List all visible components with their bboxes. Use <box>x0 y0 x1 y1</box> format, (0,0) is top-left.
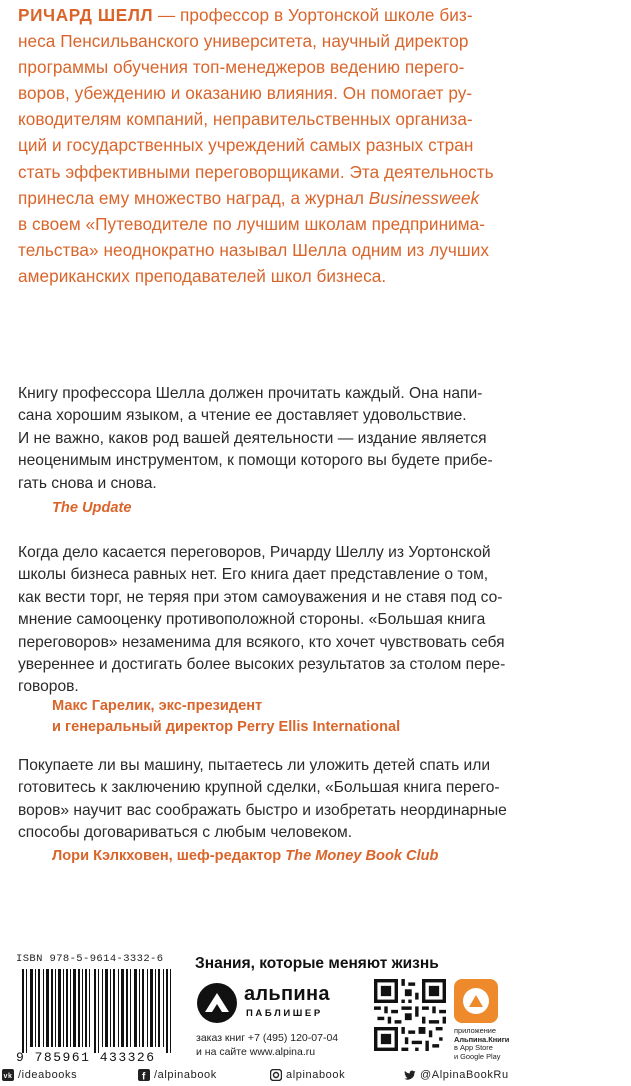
bio-line: принесла ему множество наград, а журнал Businessweek <box>18 187 480 208</box>
quote-line: переговоров» незаменима для всякого, кто хочет чувствовать себя <box>18 633 505 651</box>
app-caption: приложение Альпина.Книги в App Store и Google Play <box>454 1026 510 1061</box>
alpina-logo[interactable] <box>196 978 356 1028</box>
bio-line: неса Пенсильванского университета, научный директор <box>18 31 469 52</box>
order-site[interactable]: и на сайте www.alpina.ru <box>196 1046 316 1058</box>
vk-icon <box>2 1069 14 1081</box>
review-source-1: The Update <box>52 500 132 516</box>
review-source-2: Макс Гарелик, экс-президент и генеральный директор Perry Ellis International <box>52 698 401 735</box>
publisher-name: альпина <box>244 983 330 1005</box>
bio-line: ководителям компаний, неправительственных организа- <box>18 109 473 130</box>
quote-line: Когда дело касается переговоров, Ричарду Шеллу из Уортонской <box>18 544 491 561</box>
review-quote-1 <box>18 383 614 495</box>
app-icon[interactable] <box>454 979 498 1023</box>
bio-line: американских преподавателей школ бизнеса. <box>18 265 387 286</box>
order-info <box>196 1031 338 1059</box>
publisher-slogan: Знания, которые меняют жизнь <box>195 955 439 972</box>
bio-line: в своем «Путеводителе по лучшим школам предпринима- <box>18 213 486 234</box>
social-links <box>0 1066 631 1086</box>
bio-line: воров, убеждению и оказанию влияния. Он помогает ру- <box>18 83 473 104</box>
quote-line: И не важно, каков род вашей деятельности — издание является <box>18 429 487 447</box>
social-vk[interactable]: vk /ideabooks <box>3 1069 78 1081</box>
quote-line: воров» научит вас соображать быстро и изобретать неординарные <box>18 801 507 819</box>
barcode-bars <box>22 969 182 1053</box>
order-phone: заказ книг +7 (495) 120-07-04 <box>196 1032 339 1044</box>
quote-line: неоценимым инструментом, к помощи которого вы будете прибе- <box>18 452 493 470</box>
instagram-icon <box>270 1069 282 1081</box>
review-source-3: Лори Кэлкховен, шеф-редактор The Money Book Club <box>52 848 439 864</box>
bio-line: тельства» неоднократно называл Шелла одним из лучших <box>18 239 490 260</box>
quote-line: сана хорошим языком, а чтение ее доставляет удовольствие. <box>18 407 467 425</box>
barcode-digits: 9 785961 433326 <box>16 1050 156 1065</box>
review-quote-2 <box>18 542 614 699</box>
social-instagram[interactable]: alpinabook <box>270 1069 345 1081</box>
bio-line: РИЧАРД ШЕЛЛ — профессор в Уортонской школе биз- <box>18 5 473 25</box>
social-twitter[interactable]: @AlpinaBookRu <box>404 1069 509 1081</box>
publisher-sub: ПАБЛИШЕР <box>246 1008 323 1019</box>
back-cover-footer <box>0 945 631 1086</box>
alpina-logo-icon <box>196 982 238 1024</box>
quote-line: способы договариваться с любым человеком. <box>18 824 353 842</box>
quote-line: готовитесь к заключению крупной сделки, «Большая книга перего- <box>18 779 500 797</box>
quote-line: гать снова и снова. <box>18 474 157 492</box>
quote-line: как вести торг, не теряя при этом самоуважения и не ставя под со- <box>18 588 503 606</box>
author-bio <box>18 2 614 289</box>
qr-code[interactable] <box>374 979 446 1051</box>
bio-line: программы обучения топ-менеджеров ведению перего- <box>18 57 465 78</box>
social-facebook[interactable]: f /alpinabook <box>138 1069 217 1081</box>
svg-text:vk: vk <box>3 1073 13 1080</box>
author-name: РИЧАРД ШЕЛЛ <box>18 5 154 25</box>
magazine-name: Businessweek <box>368 187 480 208</box>
quote-line: школы бизнеса равных нет. Его книга дает представление о том, <box>18 566 489 584</box>
svg-text:f: f <box>142 1071 146 1081</box>
barcode <box>16 953 186 1071</box>
bio-line: стать эффективными переговорщиками. Эта деятельность <box>18 161 494 182</box>
quote-line: говоров. <box>18 678 79 696</box>
quote-line: увереннее и достигать более высоких результатов за столом пере- <box>18 656 506 674</box>
bio-line: ций и государственных учреждений самых разных стран <box>18 135 474 156</box>
alpina-app-icon <box>454 979 498 1023</box>
twitter-icon <box>404 1069 416 1081</box>
quote-line: мнение самооценку противоположной стороны. «Большая книга <box>18 611 486 629</box>
isbn-text: ISBN 978-5-9614-3332-6 <box>16 953 164 965</box>
quote-line: Покупаете ли вы машину, пытаетесь ли уложить детей спать или <box>18 757 491 774</box>
review-quote-3 <box>18 755 614 845</box>
quote-line: Книгу профессора Шелла должен прочитать каждый. Она напи- <box>18 385 483 402</box>
facebook-icon <box>138 1069 150 1081</box>
